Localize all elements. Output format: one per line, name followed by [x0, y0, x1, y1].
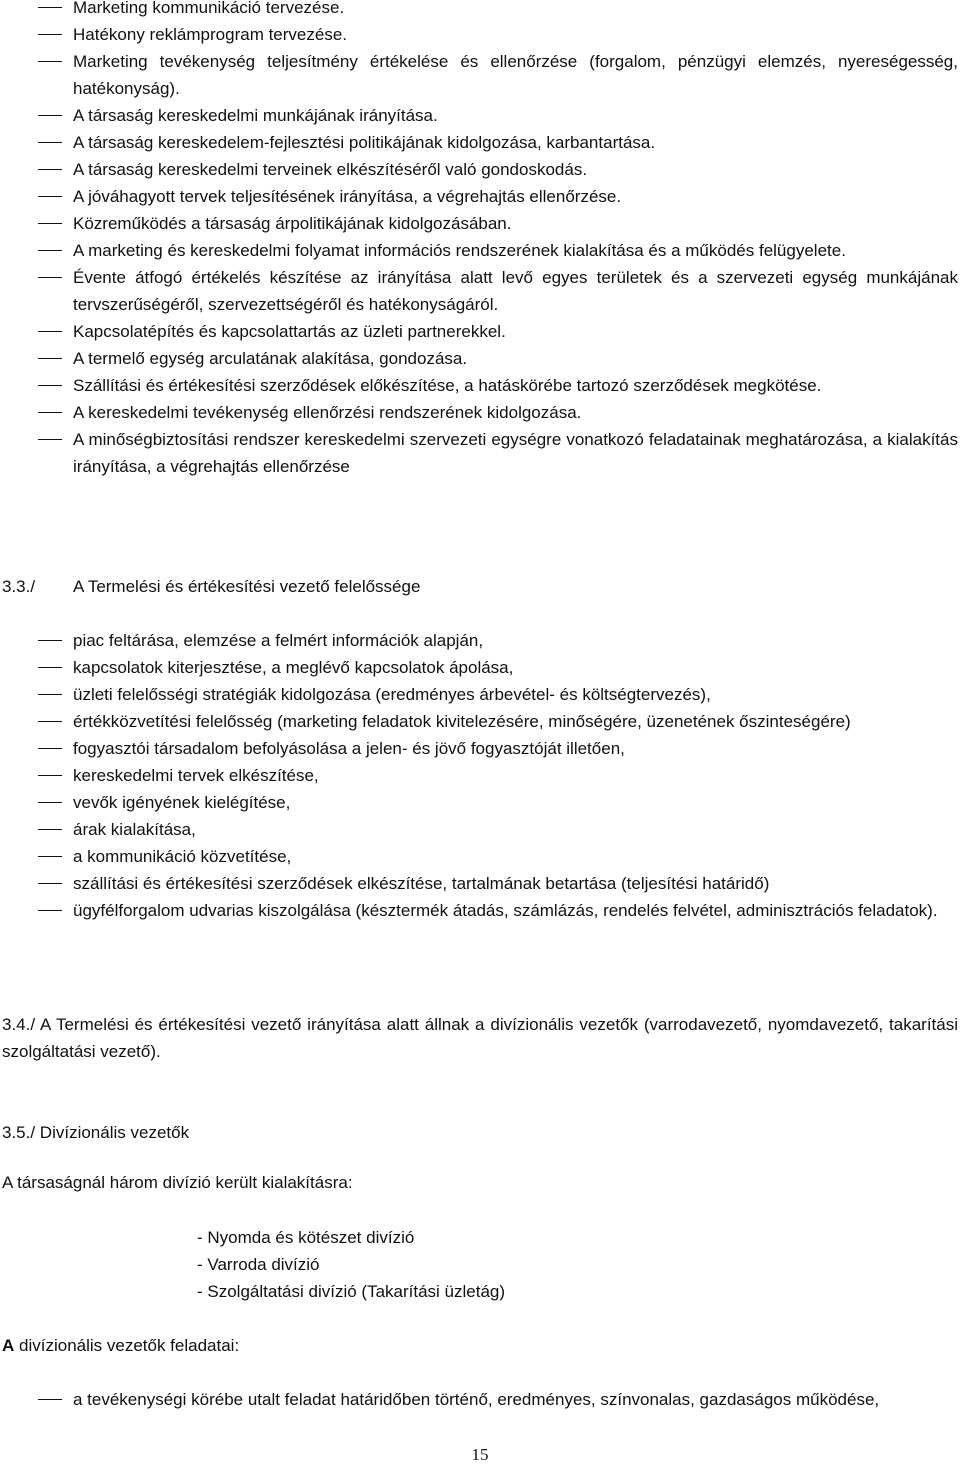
tasks-heading — [2, 1332, 958, 1359]
responsibility-list-top — [0, 0, 960, 480]
list-item — [0, 1386, 960, 1413]
list-item-text: ügyfélforgalom udvarias kiszolgálása (késztermék átadás, számlázás, rendelés felvétel, adminisztrációs feladatok). — [73, 901, 938, 920]
list-item-text: szállítási és értékesítési szerződések elkészítése, tartalmának betartása (teljesítési határidő) — [73, 874, 770, 893]
list-item — [0, 870, 960, 897]
list-item-text: Kapcsolatépítés és kapcsolattartás az üzleti partnerekkel. — [73, 322, 506, 341]
list-item — [0, 627, 960, 654]
tasks-heading-text: divízionális vezetők feladatai: — [14, 1336, 240, 1355]
dash-bullet — [38, 694, 62, 695]
section-paragraph-3-4: 3.4./ A Termelési és értékesítési vezető irányítása alatt állnak a divízionális vezetők (varrodavezető, nyomdavezető, takarítási szolgáltatási vezető). — [2, 1015, 958, 1061]
dash-bullet — [38, 196, 62, 197]
dash-bullet — [38, 223, 62, 224]
dash-bullet — [38, 250, 62, 251]
list-item-text: A jóváhagyott tervek teljesítésének irányítása, a végrehajtás ellenőrzése. — [73, 187, 622, 206]
list-item-text: Marketing kommunikáció tervezése. — [73, 0, 345, 17]
dash-bullet — [38, 169, 62, 170]
list-item — [0, 843, 960, 870]
list-item-text: vevők igényének kielégítése, — [73, 793, 291, 812]
dash-bullet — [38, 358, 62, 359]
division-item: - Varroda divízió — [197, 1255, 320, 1274]
list-item-text: A társaság kereskedelmi terveinek elkészítéséről való gondoskodás. — [73, 160, 588, 179]
responsibility-list-3-3 — [0, 627, 960, 924]
tasks-heading-bold: A — [2, 1336, 15, 1355]
dash-bullet — [38, 775, 62, 776]
dash-bullet — [38, 667, 62, 668]
list-item-text: kereskedelmi tervek elkészítése, — [73, 766, 319, 785]
list-item — [0, 426, 960, 480]
dash-bullet — [38, 331, 62, 332]
list-item-text: A kereskedelmi tevékenység ellenőrzési rendszerének kidolgozása. — [73, 403, 582, 422]
list-item — [0, 183, 960, 210]
division-item: - Szolgáltatási divízió (Takarítási üzletág) — [197, 1282, 506, 1301]
list-item — [0, 237, 960, 264]
list-item — [0, 708, 960, 735]
list-item-text: a kommunikáció közvetítése, — [73, 847, 292, 866]
list-item-text: Marketing tevékenység teljesítmény értékelése és ellenőrzése (forgalom, pénzügyi elemzés, nyereségesség, hatékonyság). — [73, 52, 958, 98]
list-item-text: A termelő egység arculatának alakítása, gondozása. — [73, 349, 468, 368]
list-item-text: kapcsolatok kiterjesztése, a meglévő kapcsolatok ápolása, — [73, 658, 514, 677]
page-number: 15 — [471, 1445, 489, 1464]
dash-bullet — [38, 829, 62, 830]
list-item-text: Közreműködés a társaság árpolitikájának kidolgozásában. — [73, 214, 512, 233]
tasks-list — [0, 1386, 960, 1413]
list-item — [0, 654, 960, 681]
dash-bullet — [38, 412, 62, 413]
list-item-text: A társaság kereskedelem-fejlesztési politikájának kidolgozása, karbantartása. — [73, 133, 656, 152]
dash-bullet — [38, 61, 62, 62]
list-item — [0, 816, 960, 843]
list-item-text: értékközvetítési felelősség (marketing feladatok kivitelezésére, minőségére, üzenetének őszinteségére) — [73, 712, 851, 731]
list-item — [0, 156, 960, 183]
list-item — [0, 762, 960, 789]
dash-bullet — [38, 883, 62, 884]
division-item: - Nyomda és kötészet divízió — [197, 1228, 415, 1247]
list-item — [0, 129, 960, 156]
dash-bullet — [38, 7, 62, 8]
divisions-intro: A társaságnál három divízió került kialakításra: — [2, 1173, 353, 1192]
list-item-text: üzleti felelősségi stratégiák kidolgozása (eredményes árbevétel- és költségtervezés), — [73, 685, 711, 704]
section-number: 3.3./ — [2, 577, 36, 596]
list-item-text: Évente átfogó értékelés készítése az irányítása alatt levő egyes területek és a szervezeti egység munkájának tervszerűségéről, szervezettségéről és hatékonyságáról. — [73, 268, 958, 314]
list-item — [0, 0, 960, 21]
list-item-text: A minőségbiztosítási rendszer kereskedelmi szervezeti egységre vonatkozó feladatainak meghatározása, a kialakítás irányítása, a végrehajtás ellenőrzése — [73, 430, 958, 476]
list-item-text: Szállítási és értékesítési szerződések előkészítése, a hatáskörébe tartozó szerződések megkötése. — [73, 376, 822, 395]
list-item — [0, 789, 960, 816]
list-item-text: A társaság kereskedelmi munkájának irányítása. — [73, 106, 438, 125]
dash-bullet — [38, 802, 62, 803]
dash-bullet — [38, 439, 62, 440]
list-item — [0, 102, 960, 129]
dash-bullet — [38, 277, 62, 278]
dash-bullet — [38, 115, 62, 116]
list-item — [0, 372, 960, 399]
dash-bullet — [38, 910, 62, 911]
list-item — [0, 48, 960, 102]
dash-bullet — [38, 856, 62, 857]
dash-bullet — [38, 748, 62, 749]
dash-bullet — [38, 1399, 62, 1400]
dash-bullet — [38, 34, 62, 35]
list-item — [0, 264, 960, 318]
list-item-text: piac feltárása, elemzése a felmért információk alapján, — [73, 631, 484, 650]
list-item — [0, 735, 960, 762]
dash-bullet — [38, 640, 62, 641]
list-item — [0, 210, 960, 237]
list-item-text: A marketing és kereskedelmi folyamat információs rendszerének kialakítása és a működés felügyelete. — [73, 241, 846, 260]
list-item — [0, 399, 960, 426]
list-item-text: fogyasztói társadalom befolyásolása a jelen- és jövő fogyasztóját illetően, — [73, 739, 625, 758]
dash-bullet — [38, 721, 62, 722]
dash-bullet — [38, 385, 62, 386]
list-item — [0, 897, 960, 924]
dash-bullet — [38, 142, 62, 143]
section-title: A Termelési és értékesítési vezető felelőssége — [73, 577, 421, 596]
list-item — [0, 345, 960, 372]
section-heading-3-5: 3.5./ Divízionális vezetők — [2, 1123, 190, 1142]
division-list — [197, 1224, 505, 1305]
list-item — [0, 21, 960, 48]
list-item — [0, 681, 960, 708]
list-item-text: a tevékenységi körébe utalt feladat határidőben történő, eredményes, színvonalas, gazdaságos működése, — [73, 1390, 880, 1409]
list-item — [0, 318, 960, 345]
list-item-text: árak kialakítása, — [73, 820, 196, 839]
list-item-text: Hatékony reklámprogram tervezése. — [73, 25, 348, 44]
